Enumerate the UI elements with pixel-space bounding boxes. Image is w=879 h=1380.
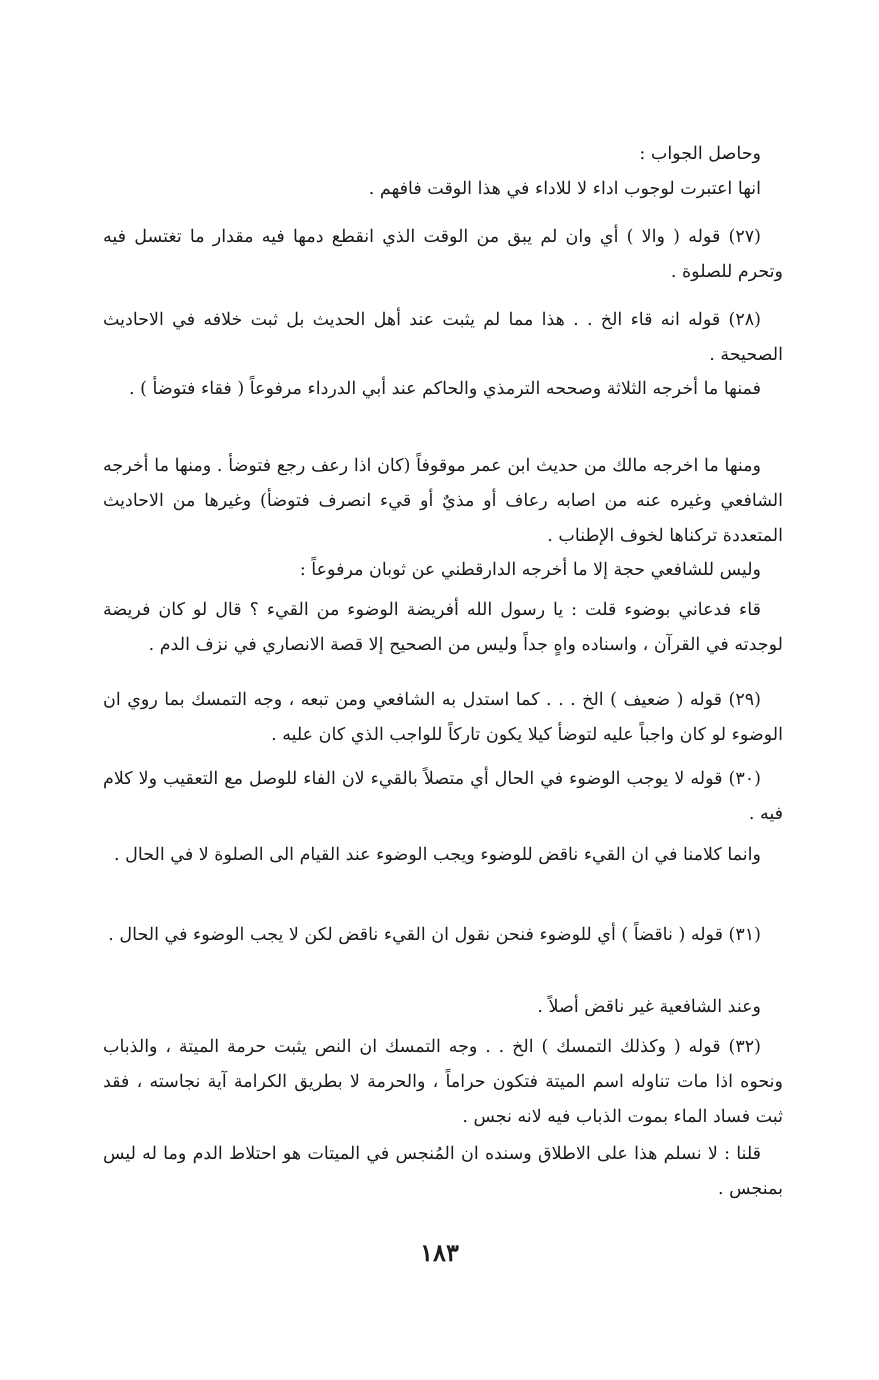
note-30: (٣٠) قوله لا يوجب الوضوء في الحال أي متصلاً بالقيء لان الفاء للوصل مع التعقيب ولا كلام فيه .: [103, 769, 783, 824]
note-31-shafii-view: وعند الشافعية غير ناقض أصلاً .: [537, 997, 761, 1017]
answer-text: انها اعتبرت لوجوب اداء لا للاداء في هذا الوقت فافهم .: [368, 179, 761, 199]
note-29: (٢٩) قوله ( ضعيف ) الخ . . . كما استدل به الشافعي ومن تبعه ، وجه التمسك بما روي ان الوضوء لو كان واجباً عليه لتوضأ كيلا يكون تاركاً للواجب الذي كان عليه .: [103, 690, 783, 745]
note-28: (٢٨) قوله انه قاء الخ . . هذا مما لم يثبت عند أهل الحديث بل ثبت خلافه في الاحاديث الصحيحة .: [103, 310, 783, 365]
page-number: ١٨٣: [420, 1238, 459, 1267]
note-32: (٣٢) قوله ( وكذلك التمسك ) الخ . . وجه التمسك ان النص يثبت حرمة الميتة ، والذباب ونحوه اذا مات تناوله اسم الميتة فتكون حراماً ، والحرمة لا بطريق الكرامة آية نجاسته ، فقد ثبت فساد الماء بموت الذباب فيه لانه نجس .: [103, 1037, 783, 1127]
note-28-shafii-evidence: وليس للشافعي حجة إلا ما أخرجه الدارقطني عن ثوبان مرفوعاً :: [299, 560, 761, 580]
note-28-hadith-2: ومنها ما اخرجه مالك من حديث ابن عمر موقوفاً (كان اذا رعف رجع فتوضأ . ومنها ما أخرجه الشافعي وغيره عنه من اصابه رعاف أو مذيٌ أو قيء انصرف فتوضأ) وغيرها من الاحاديث المتعددة تركناها لخوف الإطناب .: [103, 456, 783, 546]
note-31: (٣١) قوله ( ناقضاً ) أي للوضوء فنحن نقول ان القيء ناقض لكن لا يجب الوضوء في الحال .: [108, 925, 761, 945]
note-30-continued: وانما كلامنا في ان القيء ناقض للوضوء ويجب الوضوء عند القيام الى الصلوة لا في الحال .: [114, 845, 761, 865]
note-28-thawban-hadith: قاء فدعاني بوضوء قلت : يا رسول الله أفريضة الوضوء من القيء ؟ قال لو كان فريضة لوجدته في القرآن ، واسناده واهٍ جداً وليس من الصحيح إلا قصة الانصاري في نزف الدم .: [103, 600, 783, 655]
note-32-response: قلنا : لا نسلم هذا على الاطلاق وسنده ان المُنجس في الميتات هو احتلاط الدم وما له ليس بمنجس .: [103, 1144, 783, 1199]
note-28-hadith-1: فمنها ما أخرجه الثلاثة وصححه الترمذي والحاكم عند أبي الدرداء مرفوعاً ( فقاء فتوضأ ) .: [129, 379, 761, 399]
answer-heading: وحاصل الجواب :: [639, 144, 761, 164]
note-27: (٢٧) قوله ( والا ) أي وان لم يبق من الوقت الذي انقطع دمها فيه مقدار ما تغتسل فيه وتحرم للصلوة .: [103, 227, 783, 282]
